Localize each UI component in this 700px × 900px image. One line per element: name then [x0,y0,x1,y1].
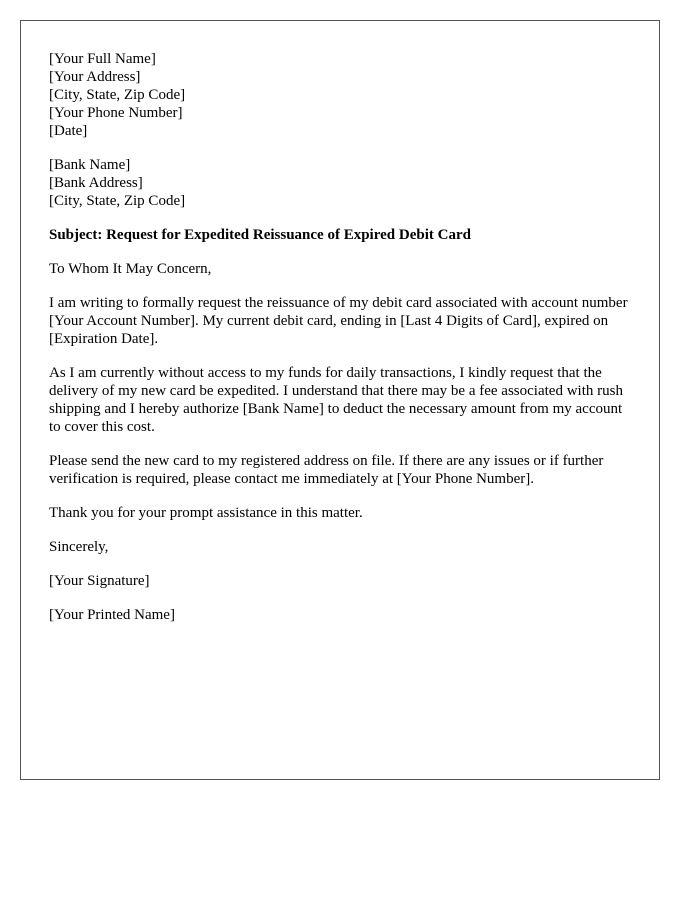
recipient-city-state-zip: [City, State, Zip Code] [49,193,186,209]
salutation: To Whom It May Concern, [49,261,212,277]
letter-date: [Date] [49,123,88,139]
signature-placeholder: [Your Signature] [49,573,150,589]
body-paragraph-4: Thank you for your prompt assistance in this matter. [49,505,363,521]
sender-city-state-zip: [City, State, Zip Code] [49,87,186,103]
letter-subject: Subject: Request for Expedited Reissuance of Expired Debit Card [49,227,471,243]
letter-page [20,20,660,780]
closing: Sincerely, [49,539,109,555]
body-paragraph-1: I am writing to formally request the reissuance of my debit card associated with account number [Your Account Number]. My current debit card, ending in [Last 4 Digits of Card], expired on [Expiration Date]. [49,295,628,347]
recipient-bank-name: [Bank Name] [49,157,131,173]
recipient-bank-address: [Bank Address] [49,175,143,191]
body-paragraph-2: As I am currently without access to my funds for daily transactions, I kindly request that the delivery of my new card be expedited. I understand that there may be a fee associated with rush shipping and I hereby authorize [Bank Name] to deduct the necessary amount from my account to cover this cost. [49,365,623,435]
body-paragraph-3: Please send the new card to my registered address on file. If there are any issues or if further verification is required, please contact me immediately at [Your Phone Number]. [49,453,604,487]
sender-block [49,50,631,140]
sender-phone: [Your Phone Number] [49,105,183,121]
sender-address: [Your Address] [49,69,141,85]
printed-name-placeholder: [Your Printed Name] [49,607,175,623]
sender-name: [Your Full Name] [49,51,156,67]
recipient-block [49,156,631,210]
